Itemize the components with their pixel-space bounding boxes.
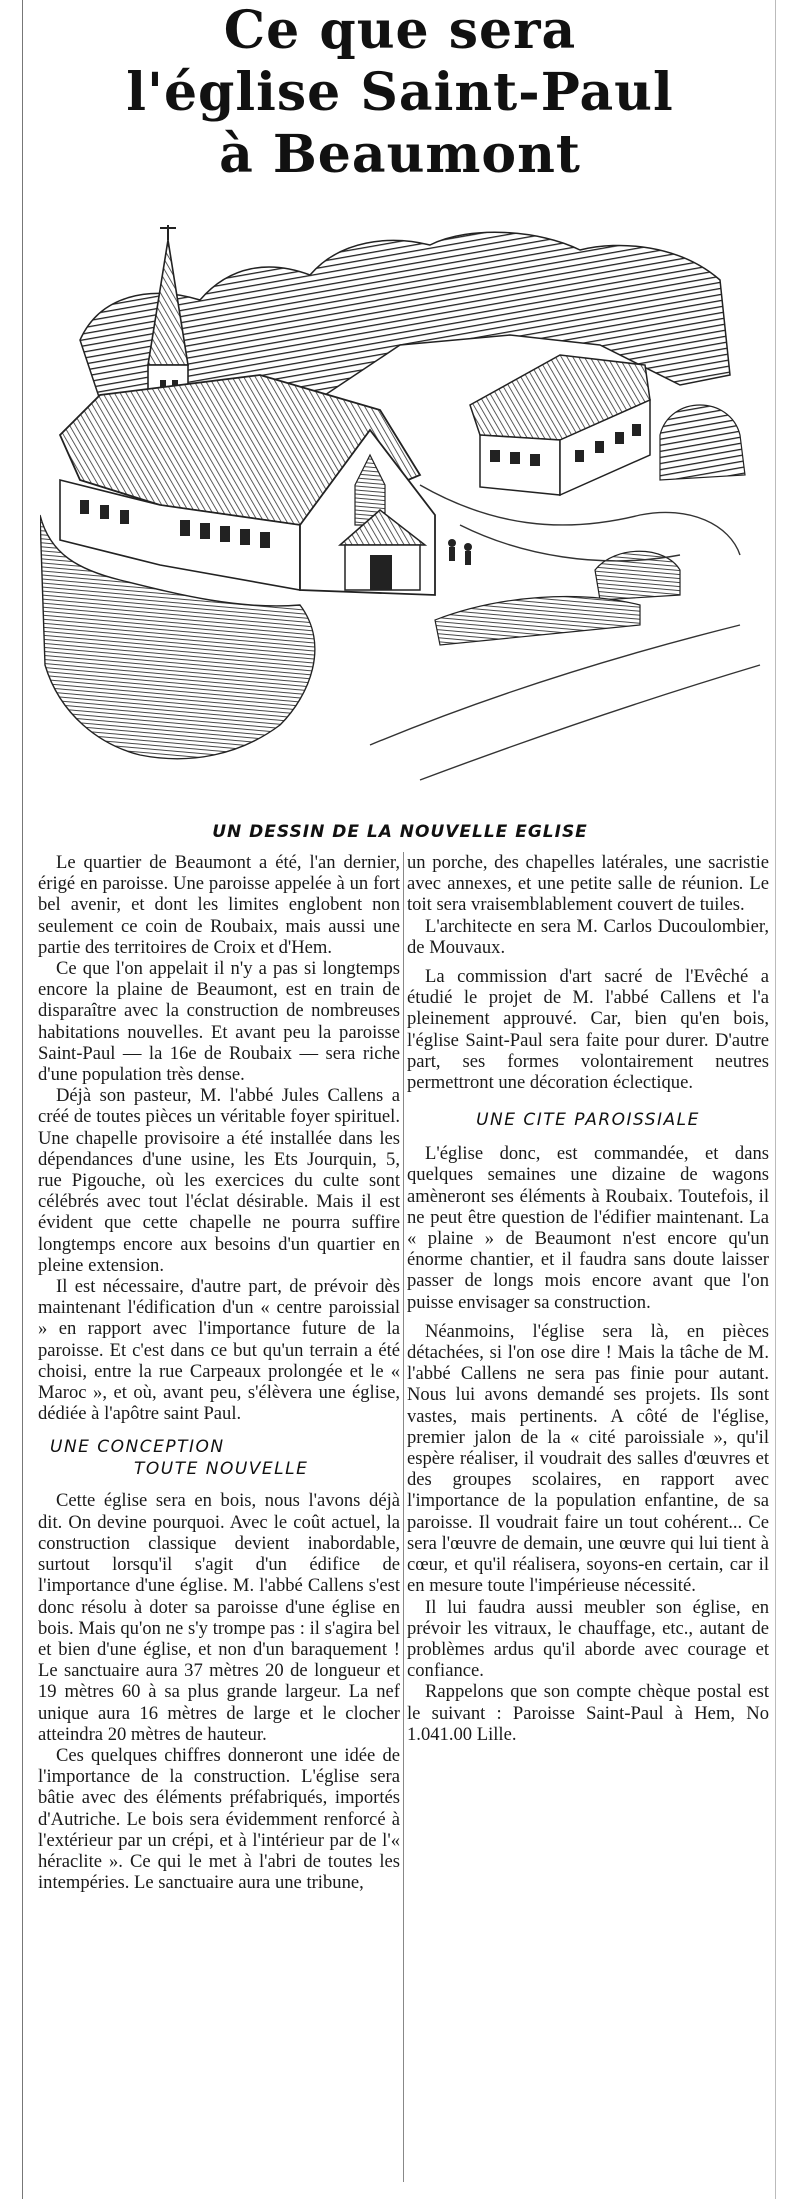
paragraph: Ce que l'on appelait il n'y a pas si longtemps encore la plaine de Beaumont, est en train de disparaître avec la construction de nombreuses habitations nouvelles. Et avant peu la paroisse Saint-Paul — la 16e de Roubaix — sera riche d'une population très dense. (38, 958, 400, 1086)
headline-line-3: à Beaumont (219, 124, 581, 185)
illustration-caption: UN DESSIN DE LA NOUVELLE EGLISE (212, 822, 588, 842)
paragraph: L'église donc, est commandée, et dans quelques semaines une dizaine de wagons amèneront ses éléments à Roubaix. Toutefois, il ne peut être question de l'édifier maintenant. La « plaine » de Beaumont n'est encore qu'un énorme chantier, et il faudra sans doute laisser passer de longs mois encore avant que l'on puisse envisager sa construction. (407, 1143, 769, 1313)
paragraph: Le quartier de Beaumont a été, l'an dernier, érigé en paroisse. Une paroisse appelée à un fort bel avenir, et dont les limites englobent non seulement ce coin de Roubaix, mais aussi une partie des territoires de Croix et d'Hem. (38, 852, 400, 958)
column-rule-left (22, 0, 23, 2199)
article-column-right (407, 852, 769, 1745)
headline-line-1: Ce que sera (223, 0, 577, 61)
church-drawing (40, 225, 770, 810)
paragraph: L'architecte en sera M. Carlos Ducoulombier, de Mouvaux. (407, 915, 769, 958)
column-separator (403, 852, 404, 2182)
subheading-conception (38, 1436, 400, 1480)
paragraph: Rappelons que son compte chèque postal est le suivant : Paroisse Saint-Paul à Hem, No 1.041.00 Lille. (407, 1681, 769, 1745)
paragraph: un porche, des chapelles latérales, une sacristie avec annexes, et une petite salle de réunion. Le toit sera vraisemblablement couvert de tuiles. (407, 852, 769, 916)
paragraph: Il est nécessaire, d'autre part, de prévoir dès maintenant l'édification d'un « centre paroissial » en rapport avec l'importance future de la paroisse. Et c'est dans ce but qu'un terrain a été choisi, entre la rue Carpeaux prolongée et le « Maroc », et où, avant peu, s'élèvera une église, dédiée à l'apôtre saint Paul. (38, 1276, 400, 1425)
paragraph: Il lui faudra aussi meubler son église, en prévoir les vitraux, le chauffage, etc., autant de problèmes ardus qu'il aborde avec courage et confiance. (407, 1596, 769, 1682)
paragraph: Déjà son pasteur, M. l'abbé Jules Callens a créé de toutes pièces un véritable foyer spirituel. Une chapelle provisoire a été installée dans les dépendances d'une usine, les Ets Jourquin, 5, rue Pigouche, où les exercices du culte sont célébrés avec tout l'éclat désirable. Mais il est évident que cette chapelle ne pourra suffire longtemps encore aux besoins d'un quartier en pleine extension. (38, 1085, 400, 1276)
column-rule-right (775, 0, 776, 2199)
paragraph: Néanmoins, l'église sera là, en pièces détachées, si l'on ose dire ! Mais la tâche de M. l'abbé Callens ne sera pas finie pour autant. Nous lui avons demandé ses projets. Ils sont vastes, mais pertinents. A côté de l'église, premier jalon de la « cité paroissiale », qu'il espère réaliser, il voudrait des salles d'œuvres et des groupes scolaires, en rapport avec l'importance de la population enfantine, de sa paroisse. Il voudrait faire un tout cohérent... Ce sera l'œuvre de demain, une œuvre qui lui tient à cœur, et qu'il réalisera, soyons-en certain, car il en mesure toute l'impérieuse nécessité. (407, 1320, 769, 1597)
subheading-cite-paroissiale: UNE CITE PAROISSIALE (476, 1110, 700, 1131)
article-column-left (38, 852, 400, 1893)
headline-line-2: l'église Saint-Paul (126, 62, 674, 123)
paragraph: La commission d'art sacré de l'Evêché a étudié le projet de M. l'abbé Callens et l'a pleinement approuvé. Car, bien qu'en bois, l'église Saint-Paul sera faite pour durer. D'autre part, ses formes volontairement neutres permettront une décoration éclectique. (407, 966, 769, 1094)
subheading-line-2: TOUTE NOUVELLE (134, 1459, 309, 1480)
subheading-line-1: UNE CONCEPTION (50, 1437, 225, 1458)
paragraph: Ces quelques chiffres donneront une idée de l'importance de la construction. L'église sera bâtie avec des éléments préfabriqués, importés d'Autriche. Le bois sera évidemment renforcé à l'extérieur par un crépi, et à l'intérieur par de l'« héraclite ». Ce qui le met à l'abri de toutes les intempéries. Le sanctuaire aura une tribune, (38, 1744, 400, 1894)
paragraph: Cette église sera en bois, nous l'avons déjà dit. On devine pourquoi. Avec le coût actuel, la construction classique devient inabordable, surtout lorsqu'il s'agit d'un édifice de l'importance d'une église. M. l'abbé Callens s'est donc résolu à doter sa paroisse d'une église en bois. Mais qu'on ne s'y trompe pas : il s'agira bel et bien d'une église, et non d'un baraquement ! Le sanctuaire aura 37 mètres 20 de longueur et 19 mètres 60 à sa plus grande largeur. La nef unique aura 16 mètres de large et le clocher atteindra 20 mètres de hauteur. (38, 1490, 400, 1745)
